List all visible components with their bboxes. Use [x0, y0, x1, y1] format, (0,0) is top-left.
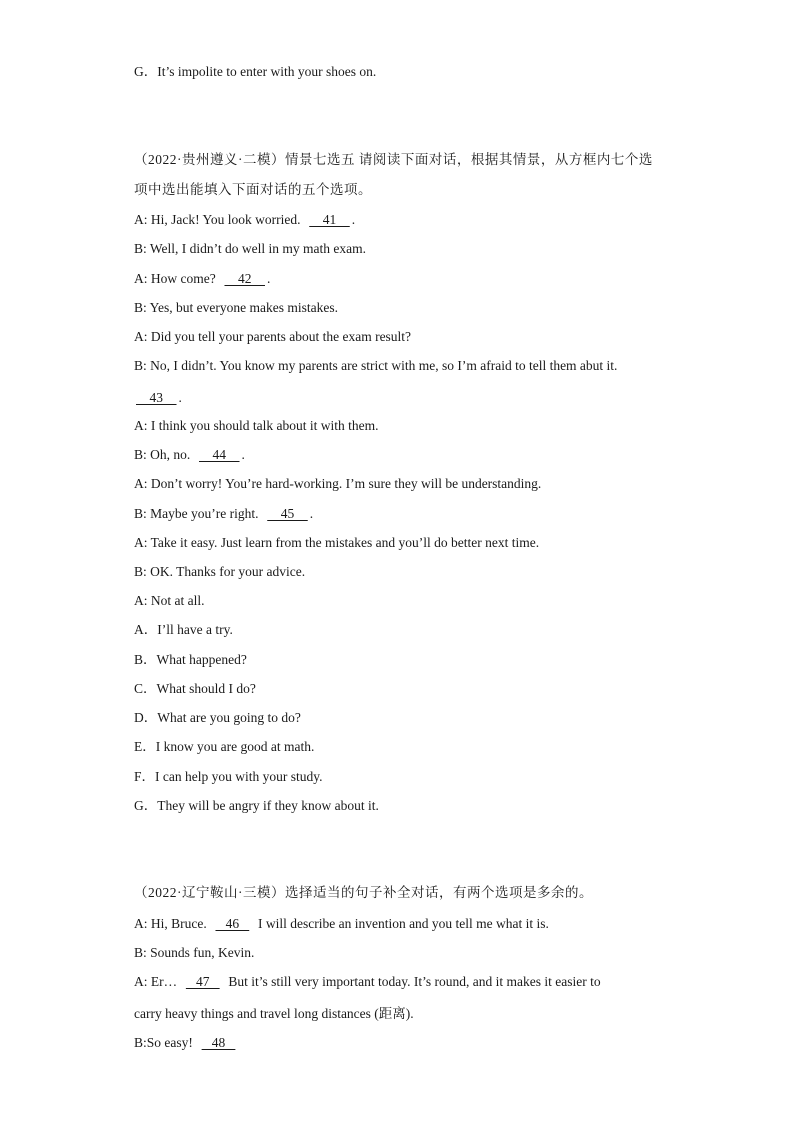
- option-item: B．What happened?: [134, 652, 247, 667]
- top-option: G．It’s impolite to enter with your shoes on.: [134, 64, 377, 79]
- dialogue-line: [134, 299, 338, 317]
- dialogue-text: A: I think you should talk about it with them.: [134, 418, 379, 433]
- dialogue-text: .: [241, 447, 245, 462]
- section2-heading: （2022·辽宁鞍山·三模）选择适当的句子补全对话，有两个选项是多余的。: [134, 885, 593, 900]
- answer-blank: 45: [267, 506, 308, 521]
- answer-blank: 47: [185, 974, 220, 989]
- option-item: F．I can help you with your study.: [134, 769, 323, 784]
- dialogue-line: [134, 1005, 414, 1023]
- dialogue-line: [134, 563, 305, 581]
- dialogue-text: B: Well, I didn’t do well in my math exam.: [134, 241, 367, 256]
- dialogue-text: carry heavy things and travel long distances (距离).: [134, 1006, 414, 1021]
- dialogue-line: [134, 446, 245, 464]
- dialogue-line: [134, 211, 355, 229]
- dialogue-text: .: [266, 271, 271, 286]
- dialogue-text: B: Oh, no.: [134, 447, 198, 462]
- dialogue-line: [134, 1034, 237, 1052]
- dialogue-text: But it’s still very important today. It’s round, and it makes it easier to: [221, 974, 601, 989]
- dialogue-line: [134, 475, 541, 493]
- option-item: A．I’ll have a try.: [134, 622, 233, 637]
- dialogue-text: A: Not at all.: [134, 593, 205, 608]
- dialogue-line: [134, 357, 617, 375]
- dialogue-line: [134, 328, 411, 346]
- dialogue-line: [134, 944, 254, 962]
- dialogue-line: [134, 973, 601, 991]
- dialogue-line: [134, 505, 313, 523]
- dialogue-text: A: Hi, Bruce.: [134, 916, 214, 931]
- section1-heading-line2: 项中选出能填入下面对话的五个选项。: [134, 182, 372, 197]
- dialogue-text: I will describe an invention and you tell me what it is.: [251, 916, 549, 931]
- option-item: D．What are you going to do?: [134, 710, 301, 725]
- dialogue-text: B: Sounds fun, Kevin.: [134, 945, 255, 960]
- answer-blank: 46: [215, 916, 250, 931]
- dialogue-text: A: How come?: [134, 271, 223, 286]
- dialogue-text: B: No, I didn’t. You know my parents are strict with me, so I’m afraid to tell them abut it.: [134, 358, 618, 373]
- dialogue-text: .: [309, 506, 314, 521]
- answer-blank: 48: [201, 1035, 236, 1050]
- dialogue-line: [134, 534, 539, 552]
- dialogue-text: A: Er…: [134, 974, 184, 989]
- dialogue-text: B:So easy!: [134, 1035, 200, 1050]
- dialogue-text: A: Did you tell your parents about the exam result?: [134, 329, 412, 344]
- dialogue-line: [134, 417, 378, 435]
- option-item: G．They will be angry if they know about it.: [134, 798, 379, 813]
- dialogue-text: A: Don’t worry! You’re hard-working. I’m sure they will be understanding.: [134, 476, 542, 491]
- dialogue-text: B: Yes, but everyone makes mistakes.: [134, 300, 338, 315]
- dialogue-line: [134, 915, 549, 933]
- dialogue-line: [134, 240, 366, 258]
- option-item: E．I know you are good at math.: [134, 739, 315, 754]
- answer-blank: 44: [199, 447, 240, 462]
- dialogue-line: [134, 592, 205, 610]
- answer-blank: 42: [224, 271, 265, 286]
- dialogue-text: .: [351, 212, 356, 227]
- dialogue-line: [134, 389, 182, 407]
- dialogue-text: B: OK. Thanks for your advice.: [134, 564, 306, 579]
- dialogue-line: [134, 270, 270, 288]
- dialogue-text: B: Maybe you’re right.: [134, 506, 266, 521]
- answer-blank: 41: [309, 212, 350, 227]
- dialogue-text: A: Hi, Jack! You look worried.: [134, 212, 308, 227]
- section1-heading-line1: （2022·贵州遵义·二模）情景七选五 请阅读下面对话，根据其情景，从方框内七个选: [134, 152, 653, 167]
- dialogue-text: A: Take it easy. Just learn from the mistakes and you’ll do better next time.: [134, 535, 540, 550]
- answer-blank: 43: [136, 390, 177, 405]
- option-item: C．What should I do?: [134, 681, 256, 696]
- dialogue-text: .: [178, 390, 182, 405]
